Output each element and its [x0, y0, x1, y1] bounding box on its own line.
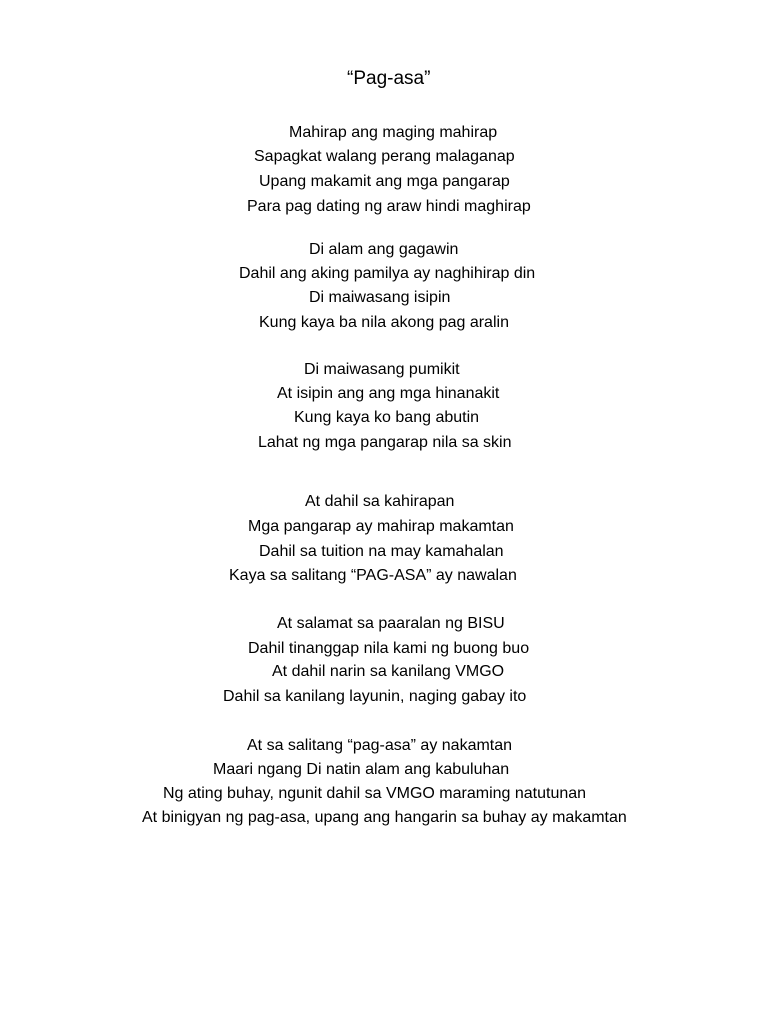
poem-line: Dahil sa kanilang layunin, naging gabay ito: [223, 688, 527, 705]
poem-line: Di maiwasang isipin: [309, 289, 451, 306]
poem-line: Maari ngang Di natin alam ang kabuluhan: [213, 761, 510, 778]
poem-line: At salamat sa paaralan ng BISU: [277, 615, 505, 632]
poem-line: Mahirap ang maging mahirap: [289, 124, 498, 141]
poem-line: Dahil sa tuition na may kamahalan: [259, 543, 504, 560]
poem-line: At isipin ang ang mga hinanakit: [277, 385, 500, 402]
poem-line: At sa salitang “pag-asa” ay nakamtan: [247, 737, 513, 754]
poem-line: Upang makamit ang mga pangarap: [259, 173, 510, 190]
poem-line: Di alam ang gagawin: [309, 241, 459, 258]
poem-line: Di maiwasang pumikit: [304, 361, 460, 378]
poem-line: Para pag dating ng araw hindi maghirap: [247, 198, 531, 215]
poem-line: Lahat ng mga pangarap nila sa skin: [258, 434, 512, 451]
poem-line: Dahil tinanggap nila kami ng buong buo: [248, 640, 530, 657]
poem-line: Kaya sa salitang “PAG-ASA” ay nawalan: [229, 567, 517, 584]
poem-line: Kung kaya ba nila akong pag aralin: [259, 314, 509, 331]
poem-title: “Pag-asa”: [347, 68, 431, 89]
poem-line: Sapagkat walang perang malaganap: [254, 148, 515, 165]
poem-line: Mga pangarap ay mahirap makamtan: [248, 518, 514, 535]
poem-line: Ng ating buhay, ngunit dahil sa VMGO maraming natutunan: [163, 785, 587, 802]
poem-line: At binigyan ng pag-asa, upang ang hangarin sa buhay ay makamtan: [142, 809, 627, 826]
poem-line: At dahil sa kahirapan: [305, 493, 455, 510]
poem-line: At dahil narin sa kanilang VMGO: [272, 663, 505, 680]
poem-line: Kung kaya ko bang abutin: [294, 409, 480, 426]
poem-line: Dahil ang aking pamilya ay naghihirap din: [239, 265, 536, 282]
